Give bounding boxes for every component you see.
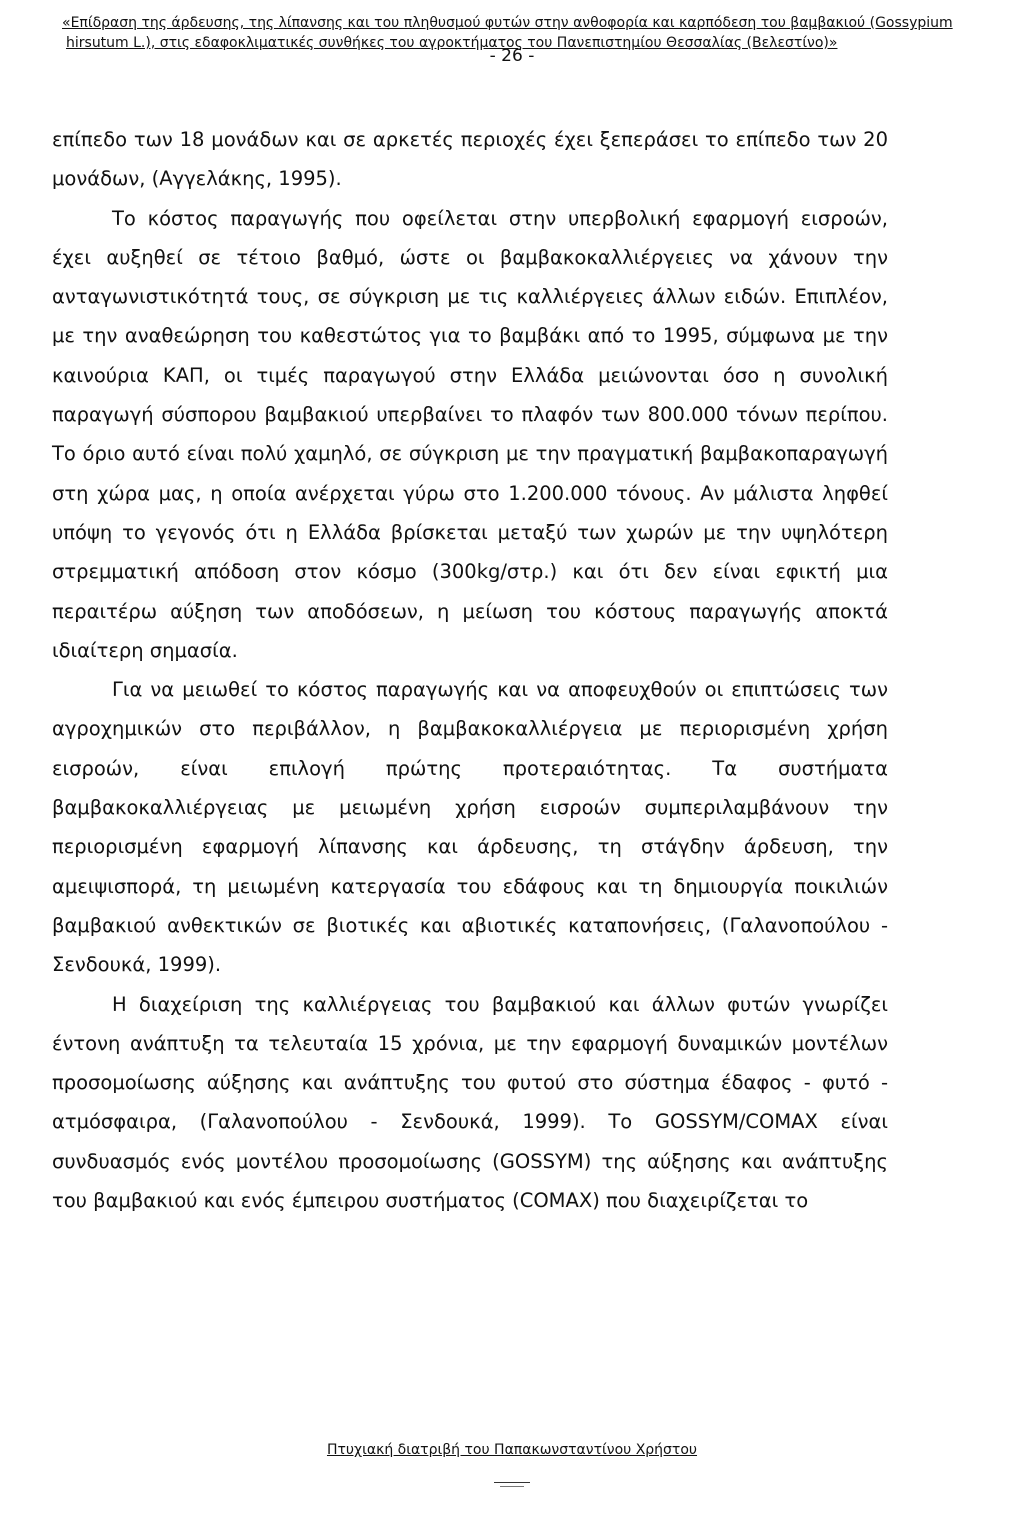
paragraph-crop-models: Η διαχείριση της καλλιέργειας του βαμβακιού και άλλων φυτών γνωρίζει έντονη ανάπτυξη τα τελευταία 15 χρόνια, με την εφαρμογή δυναμικών μοντέλων προσομοίωσης αύξησης και ανάπτυξης του φυτού στο σύστημα έδαφος - φυτό - ατμόσφαιρα, (Γαλανοπούλου - Σενδουκά, 1999). Το GOSSYM/COMAX είναι συνδυασμός ενός μοντέλου προσομοίωσης (GOSSYM) της αύξησης και ανάπτυξης του βαμβακιού και ενός έμπειρου συστήματος (COMAX) που διαχειρίζεται το (52, 992, 888, 1213)
header-title-line-1: «Επίδραση της άρδευσης, της λίπανσης και του πληθυσμού φυτών στην ανθοφορία και καρπόδεση του βαμβακιού (Gossypium (62, 15, 953, 31)
page-number: - 26 - (489, 46, 535, 66)
page-footer: Πτυχιακή διατριβή του Παπακωνσταντίνου Χρήστου (326, 1442, 698, 1458)
paragraph-reduced-inputs: Για να μειωθεί το κόστος παραγωγής και να αποφευχθούν οι επιπτώσεις των αγροχημικών στο περιβάλλον, η βαμβακοκαλλιέργεια με περιορισμένη χρήση εισροών, είναι επιλογή πρώτης προτεραιότητας. Τα συστήματα βαμβακοκαλλιέργειας με μειωμένη χρήση εισροών συμπεριλαμβάνουν την περιορισμένη εφαρμογή λίπανσης και άρδευσης, τη στάγδην άρδευση, την αμειψισπορά, τη μειωμένη κατεργασία του εδάφους και τη δημιουργία ποικιλιών βαμβακιού ανθεκτικών σε βιοτικές και αβιοτικές καταπονήσεις, (Γαλανοπούλου - Σενδουκά, 1999). (52, 678, 888, 977)
document-body (52, 120, 888, 1220)
paragraph-production-cost: Το κόστος παραγωγής που οφείλεται στην υπερβολική εφαρμογή εισροών, έχει αυξηθεί σε τέτοιο βαθμό, ώστε οι βαμβακοκαλλιέργειες να χάνουν την ανταγωνιστικότητά τους, σε σύγκριση με τις καλλιέργειες άλλων ειδών. Επιπλέον, με την αναθεώρηση του καθεστώτος για το βαμβάκι από το 1995, σύμφωνα με την καινούρια ΚΑΠ, οι τιμές παραγωγού στην Ελλάδα μειώνονται όσο η συνολική παραγωγή σύσπορου βαμβακιού υπερβαίνει το πλαφόν των 800.000 τόνων περίπου. Το όριο αυτό είναι πολύ χαμηλό, σε σύγκριση με την πραγματική βαμβακοπαραγωγή στη χώρα μας, η οποία ανέρχεται γύρω στο 1.200.000 τόνους. Αν μάλιστα ληφθεί υπόψη το γεγονός ότι η Ελλάδα βρίσκεται μεταξύ των χωρών με την υψηλότερη στρεμματική απόδοση στον κόσμο (300kg/στρ.) και ότι δεν είναι εφικτή μια περαιτέρω αύξηση των αποδόσεων, η μείωση του κόστους παραγωγής αποκτά ιδιαίτερη σημασία. (52, 206, 888, 662)
footer-rule (494, 1482, 530, 1483)
header-title-line-2: hirsutum L.), στις εδαφοκλιματικές συνθήκες του αγροκτήματος του Πανεπιστημίου Θεσσαλίας (Βελεστίνο)» (66, 35, 838, 51)
footer-rule-short (500, 1486, 524, 1487)
paragraph-continuation: επίπεδο των 18 μονάδων και σε αρκετές περιοχές έχει ξεπεράσει το επίπεδο των 20 μονάδων, (Αγγελάκης, 1995). (52, 128, 888, 191)
